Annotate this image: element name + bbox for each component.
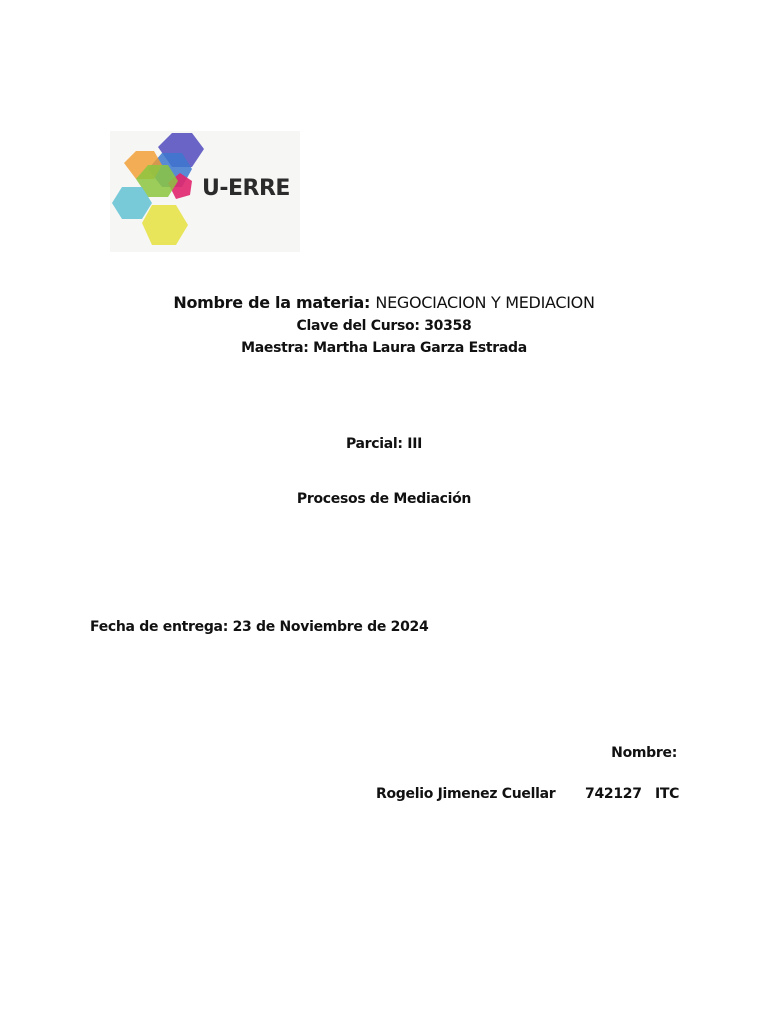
teacher-name: Maestra: Martha Laura Garza Estrada <box>241 340 527 356</box>
course-key: Clave del Curso: 30358 <box>296 318 472 334</box>
student-id: 742127 <box>585 786 642 802</box>
university-logo <box>110 131 300 252</box>
student-name-label: Nombre: <box>611 745 677 761</box>
partial-label: Parcial: III <box>345 436 423 452</box>
subject-label: Nombre de la materia: <box>173 293 376 312</box>
due-date: Fecha de entrega: 23 de Noviembre de 2024 <box>90 619 429 635</box>
student-name: Rogelio Jimenez Cuellar <box>376 786 556 802</box>
subject-title <box>0 293 768 312</box>
subject-value: NEGOCIACION Y MEDIACION <box>375 293 595 312</box>
topic-title: Procesos de Mediación <box>296 491 472 507</box>
logo-text: U-ERRE <box>202 176 290 201</box>
student-career: ITC <box>655 786 680 802</box>
